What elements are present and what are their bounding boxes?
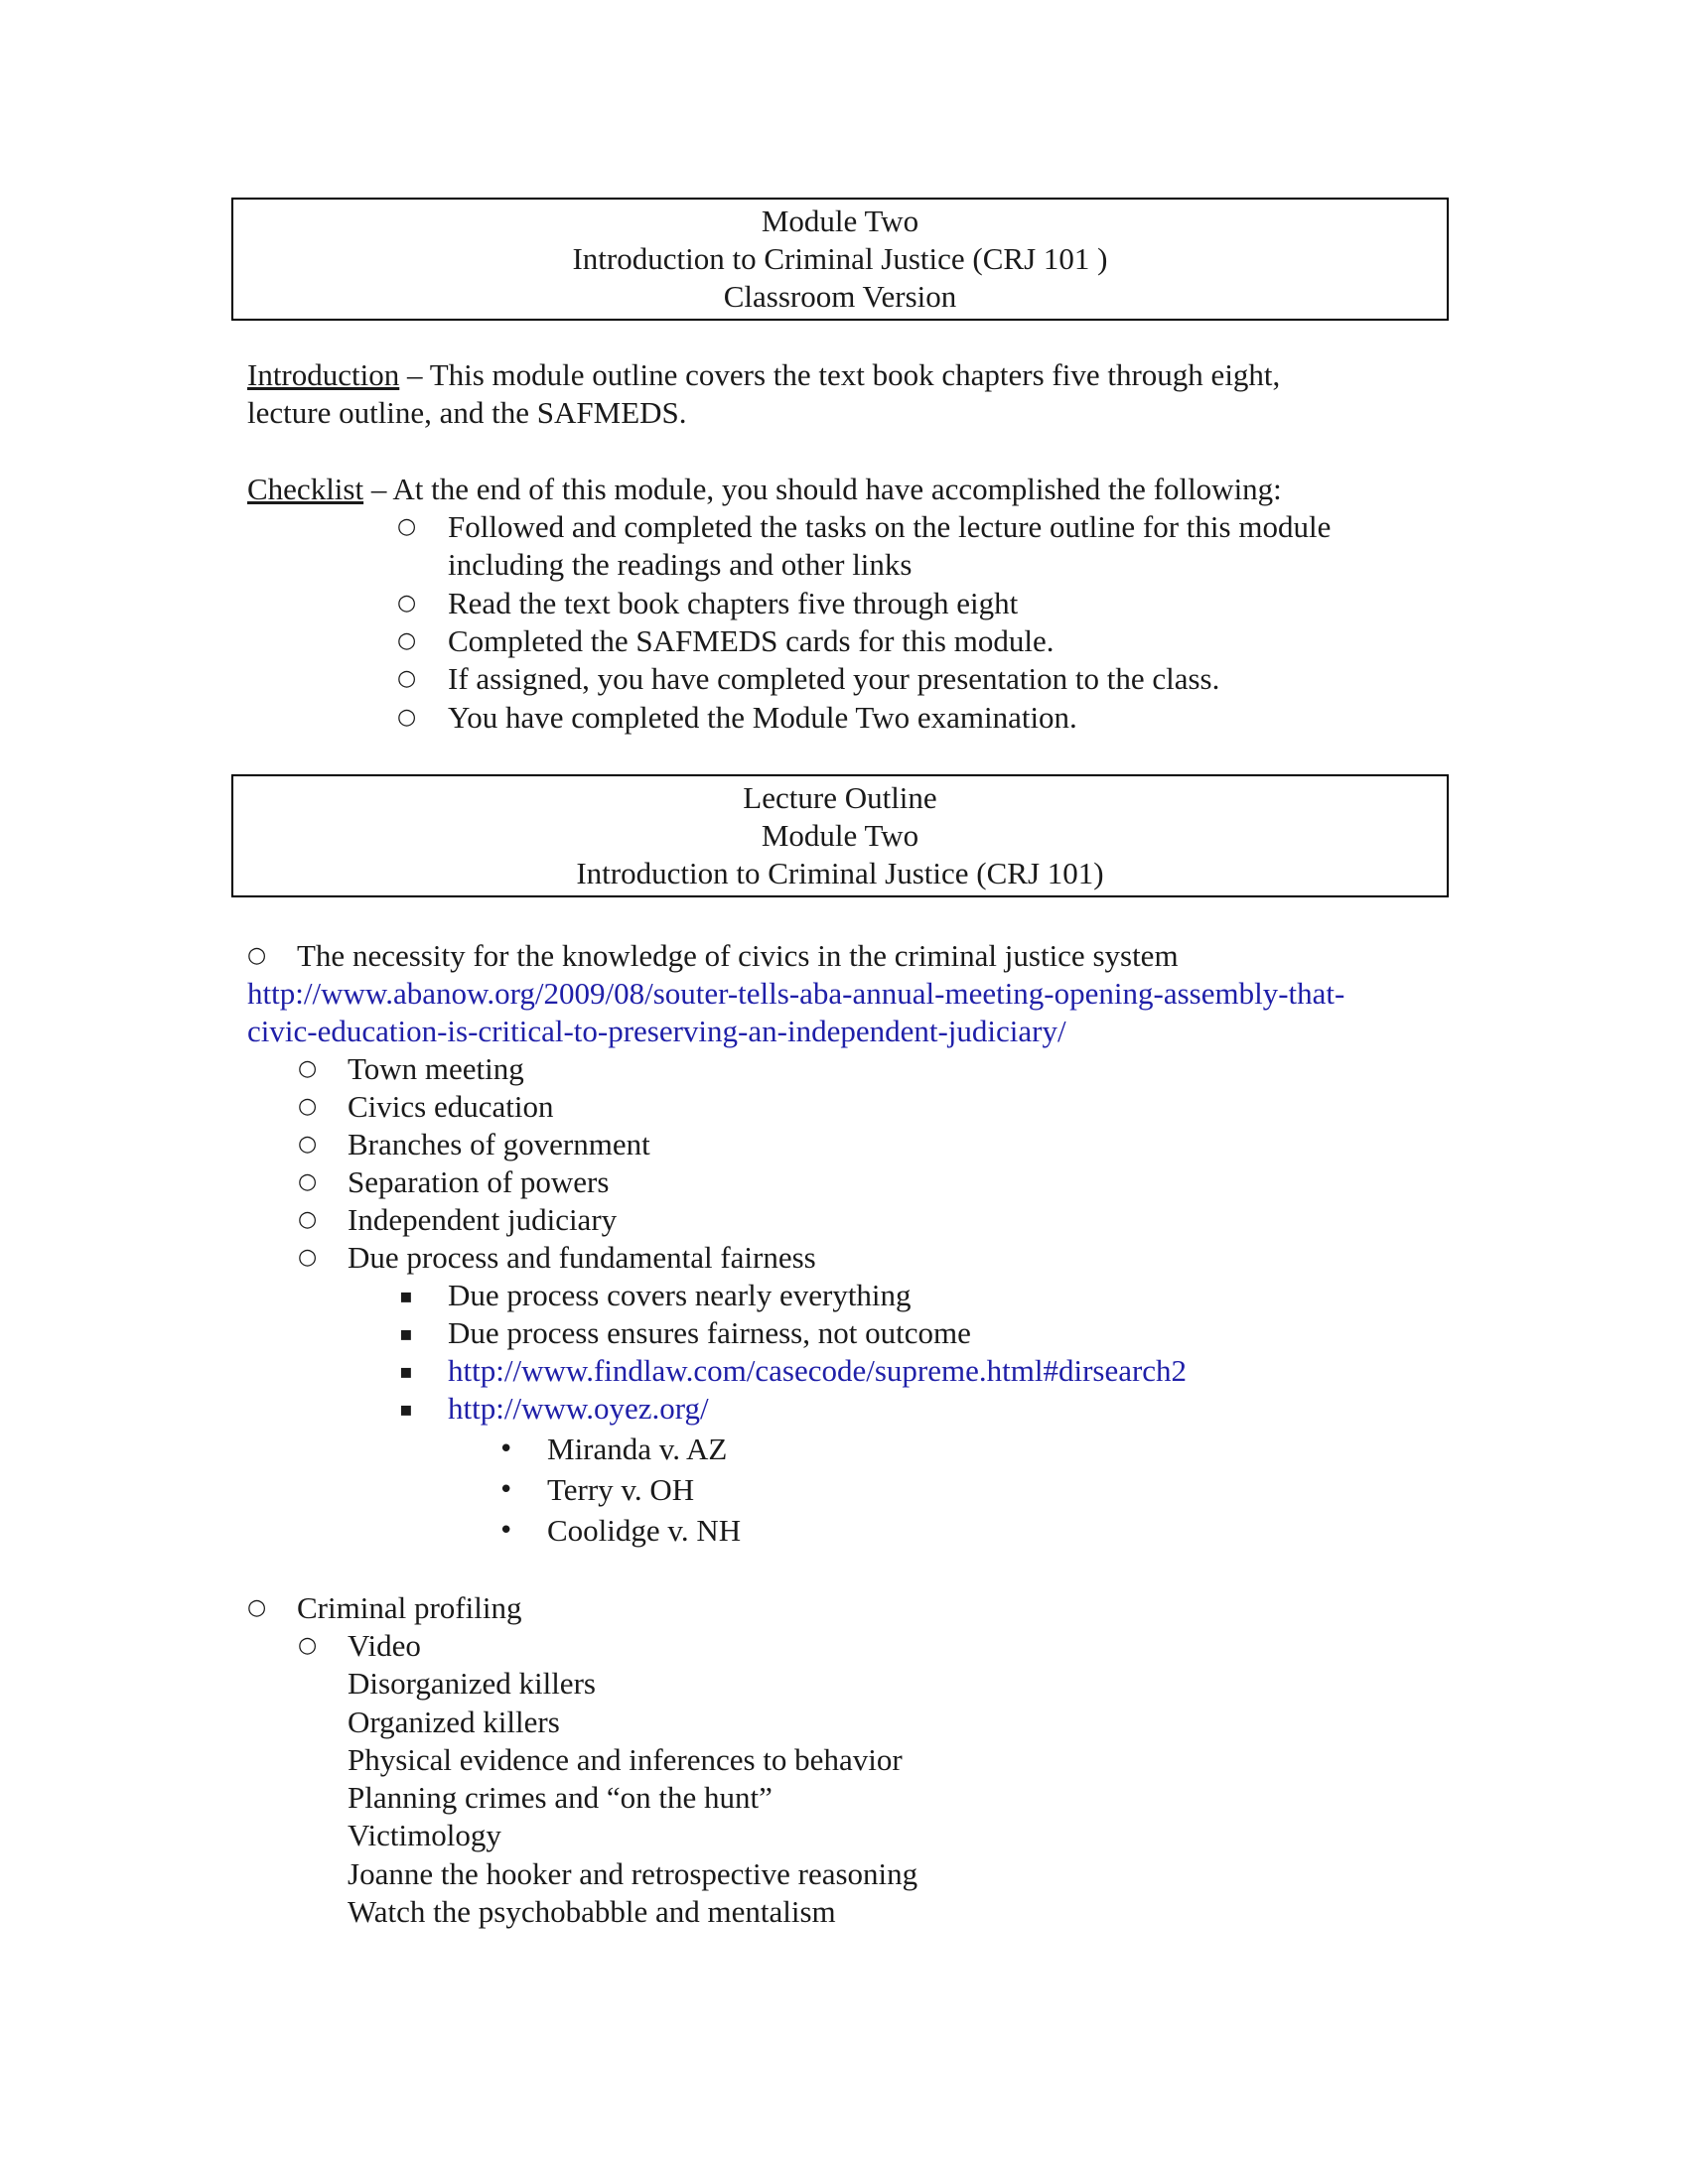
due-process-item: Due process covers nearly everything	[448, 1278, 912, 1312]
checklist-item: Followed and completed the tasks on the lecture outline for this module	[448, 509, 1332, 544]
lecture-outline-box	[231, 774, 1449, 897]
civics-subitem: Civics education	[348, 1089, 554, 1124]
checklist-bullet: ○	[397, 666, 417, 691]
module-title: Module Two	[761, 204, 919, 238]
civics-heading: The necessity for the knowledge of civics in the criminal justice system	[297, 938, 1179, 973]
video-item: Video	[348, 1628, 421, 1663]
subitem-bullet: ○	[298, 1132, 318, 1157]
subitem-bullet: ○	[298, 1094, 318, 1119]
checklist-item: You have completed the Module Two examination.	[448, 700, 1077, 735]
case-item: Terry v. OH	[547, 1472, 695, 1507]
introduction-text-continued: lecture outline, and the SAFMEDS.	[247, 395, 687, 430]
subitem-bullet: ○	[298, 1245, 318, 1270]
introduction-text: – This module outline covers the text book chapters five through eight,	[399, 357, 1281, 392]
subitem-bullet: ○	[298, 1633, 318, 1658]
profiling-topic: Planning crimes and “on the hunt”	[348, 1780, 773, 1815]
introduction-paragraph	[247, 356, 1439, 432]
lecture-course-title: Introduction to Criminal Justice (CRJ 101)	[576, 856, 1104, 890]
due-process-item: Due process ensures fairness, not outcome	[448, 1315, 971, 1350]
oyez-link[interactable]: http://www.oyez.org/	[448, 1391, 709, 1426]
civics-subitem: Independent judiciary	[348, 1202, 618, 1237]
profiling-heading: Criminal profiling	[297, 1590, 522, 1625]
checklist-text: – At the end of this module, you should have accomplished the following:	[363, 472, 1282, 506]
dot-bullet: •	[498, 1434, 514, 1464]
profiling-topic: Watch the psychobabble and mentalism	[348, 1894, 836, 1929]
subitem-bullet: ○	[298, 1207, 318, 1232]
checklist-item: Read the text book chapters five through eight	[448, 586, 1019, 620]
civics-subitem: Branches of government	[348, 1127, 650, 1161]
checklist-item: If assigned, you have completed your presentation to the class.	[448, 661, 1220, 696]
checklist-item-continued: including the readings and other links	[448, 547, 913, 582]
civics-subitem: Due process and fundamental fairness	[348, 1240, 816, 1275]
course-title: Introduction to Criminal Justice (CRJ 101 )	[572, 241, 1108, 276]
dot-bullet: •	[498, 1516, 514, 1546]
module-title-box	[231, 198, 1449, 321]
checklist-label: Checklist	[247, 472, 364, 506]
square-bullet: ▪	[399, 1359, 413, 1383]
checklist-paragraph	[247, 471, 1439, 508]
civics-subitem: Separation of powers	[348, 1164, 610, 1199]
lecture-module-title: Module Two	[761, 818, 919, 853]
abanow-link-continued[interactable]: civic-education-is-critical-to-preserving-an-independent-judiciary/	[247, 1014, 1066, 1048]
outline-bullet: ○	[247, 1595, 267, 1620]
case-item: Miranda v. AZ	[547, 1432, 728, 1466]
square-bullet: ▪	[399, 1284, 413, 1307]
square-bullet: ▪	[399, 1321, 413, 1345]
checklist-item: Completed the SAFMEDS cards for this module.	[448, 623, 1055, 658]
introduction-label: Introduction	[247, 357, 400, 392]
checklist-bullet: ○	[397, 628, 417, 653]
square-bullet: ▪	[399, 1397, 413, 1421]
profiling-topic: Joanne the hooker and retrospective reasoning	[348, 1856, 918, 1891]
checklist-bullet: ○	[397, 514, 417, 539]
subitem-bullet: ○	[298, 1056, 318, 1081]
profiling-topic: Physical evidence and inferences to behavior	[348, 1742, 903, 1777]
profiling-topic: Organized killers	[348, 1705, 560, 1739]
checklist-bullet: ○	[397, 705, 417, 730]
civics-subitem: Town meeting	[348, 1051, 524, 1086]
dot-bullet: •	[498, 1475, 514, 1505]
abanow-link[interactable]: http://www.abanow.org/2009/08/souter-tells-aba-annual-meeting-opening-assembly-that-	[247, 976, 1345, 1011]
lecture-outline-title: Lecture Outline	[743, 780, 937, 815]
version-title: Classroom Version	[723, 279, 957, 314]
checklist-bullet: ○	[397, 591, 417, 615]
profiling-topic: Victimology	[348, 1818, 501, 1852]
subitem-bullet: ○	[298, 1169, 318, 1194]
profiling-topic: Disorganized killers	[348, 1666, 596, 1701]
outline-bullet: ○	[247, 943, 267, 968]
case-item: Coolidge v. NH	[547, 1513, 742, 1548]
findlaw-link[interactable]: http://www.findlaw.com/casecode/supreme.html#dirsearch2	[448, 1353, 1188, 1388]
